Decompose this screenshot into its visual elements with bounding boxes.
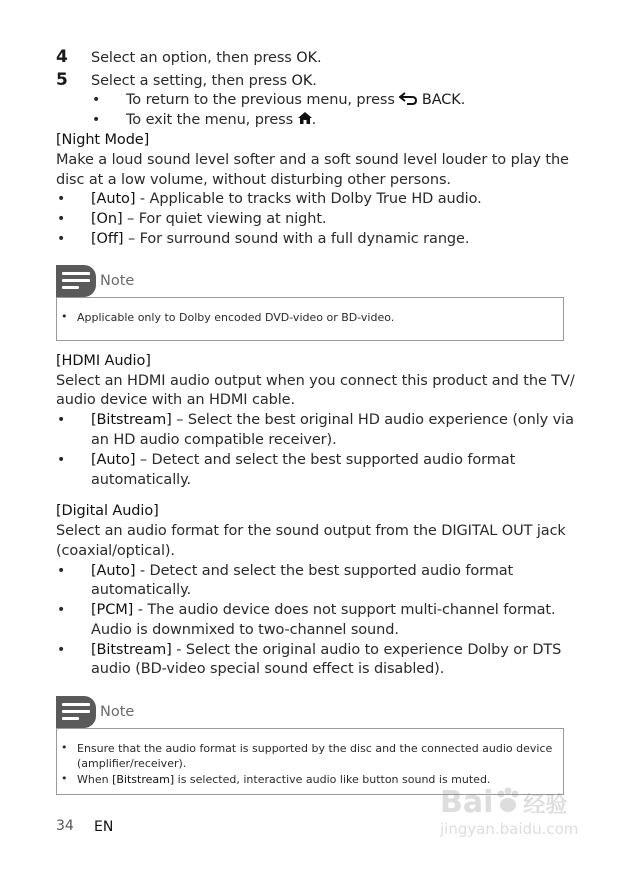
note-title: Note (100, 273, 135, 289)
step-text-a: Select a setting, then press (91, 73, 292, 89)
option-label: [Auto] (91, 563, 136, 579)
step-text (91, 71, 317, 91)
watermark-brand (440, 785, 600, 820)
bullet-dot: • (57, 231, 66, 247)
option-text: - Select the original audio to experience Dolby or DTS (171, 642, 562, 658)
bullet-dot: • (61, 772, 68, 785)
hdmi-option (91, 410, 574, 430)
home-icon (298, 112, 312, 125)
hdmi-option-cont: an HD audio compatible receiver). (91, 432, 337, 448)
hdmi-option-cont: automatically. (91, 472, 191, 488)
step-number: 5 (56, 70, 68, 90)
note-box (56, 297, 564, 341)
bullet-dot: • (57, 452, 66, 468)
hdmi-audio-desc: Select an HDMI audio output when you connect this product and the TV/ (56, 373, 575, 389)
bullet-dot: • (57, 642, 66, 658)
sub-bullet-end: . (460, 92, 466, 108)
digital-option (91, 561, 513, 581)
option-label: [Bitstream] (91, 412, 172, 428)
option-text: – Detect and select the best supported audio format (135, 452, 516, 468)
sub-bullet-back (126, 90, 465, 110)
watermark-url: jingyan.baidu.com (440, 820, 579, 838)
sub-bullet-text: To return to the previous menu, press (126, 92, 400, 108)
page-number: 34 (56, 818, 74, 834)
digital-option-cont: Audio is downmixed to two-channel sound. (91, 622, 399, 638)
digital-option (91, 600, 556, 620)
sub-bullet-text: To exit the menu, press (126, 112, 298, 128)
night-mode-desc: disc at a low volume, without disturbing other persons. (56, 172, 451, 188)
option-label: [Auto] (91, 452, 136, 468)
option-text: – For quiet viewing at night. (122, 211, 327, 227)
sub-bullet-end: . (311, 112, 317, 128)
watermark-brand-text: Bai (440, 785, 494, 820)
night-mode-option (91, 229, 469, 249)
digital-audio-desc: (coaxial/optical). (56, 543, 175, 559)
option-text: – For surround sound with a full dynamic range. (123, 231, 470, 247)
note-title: Note (100, 704, 135, 720)
note-item (77, 772, 490, 787)
night-mode-heading: [Night Mode] (56, 132, 150, 148)
hdmi-audio-heading: [HDMI Audio] (56, 353, 151, 369)
note-icon (56, 696, 96, 728)
option-label: [PCM] (91, 602, 134, 618)
bullet-dot: • (61, 741, 68, 754)
option-label: [Off] (91, 231, 124, 247)
option-label: [On] (91, 211, 123, 227)
bullet-dot: • (57, 563, 66, 579)
hdmi-option (91, 450, 515, 470)
language-code: EN (94, 819, 114, 835)
option-text: - The audio device does not support multi-channel format. (133, 602, 556, 618)
bullet-dot: • (57, 191, 66, 207)
sub-bullet-home (126, 110, 316, 130)
option-text: – Select the best original HD audio experience (only via (171, 412, 574, 428)
option-label: [Auto] (91, 191, 136, 207)
option-label: [Bitstream] (91, 642, 172, 658)
note-block (56, 265, 564, 341)
night-mode-desc: Make a loud sound level softer and a soft sound level louder to play the (56, 152, 569, 168)
digital-option (91, 640, 561, 660)
key-ok: OK (296, 50, 318, 66)
key-ok: OK (291, 73, 313, 89)
baidu-watermark (440, 785, 600, 855)
note-block (56, 696, 564, 796)
step-text-b: . (312, 73, 317, 89)
bullet-dot: • (92, 92, 101, 108)
option-text: - Applicable to tracks with Dolby True HD audio. (135, 191, 482, 207)
digital-audio-heading: [Digital Audio] (56, 503, 159, 519)
note-label: [Bitstream] (112, 773, 175, 786)
note-text: When (77, 773, 113, 786)
digital-option-cont: audio (BD-video special sound effect is disabled). (91, 661, 445, 677)
note-item-cont: (amplifier/receiver). (77, 757, 187, 770)
digital-option-cont: automatically. (91, 582, 191, 598)
note-icon (56, 265, 96, 297)
back-icon (399, 92, 417, 105)
bullet-dot: • (57, 602, 66, 618)
hdmi-audio-desc: audio device with an HDMI cable. (56, 392, 295, 408)
note-item: Ensure that the audio format is supported by the disc and the connected audio device (77, 742, 553, 755)
key-back: BACK (421, 92, 461, 108)
step-text-a: Select an option, then press (91, 50, 297, 66)
step-text-b: . (317, 50, 322, 66)
night-mode-option (91, 209, 326, 229)
night-mode-option (91, 189, 482, 209)
bullet-dot: • (92, 112, 101, 128)
note-item: Applicable only to Dolby encoded DVD-video or BD-video. (77, 311, 395, 324)
option-text: - Detect and select the best supported audio format (135, 563, 514, 579)
watermark-brand2-text: 经验 (523, 793, 568, 818)
bullet-dot: • (57, 211, 66, 227)
bullet-dot: • (61, 310, 68, 323)
digital-audio-desc: Select an audio format for the sound output from the DIGITAL OUT jack (56, 523, 566, 539)
note-text: is selected, interactive audio like button sound is muted. (174, 773, 491, 786)
step-number: 4 (56, 47, 68, 67)
bullet-dot: • (57, 412, 66, 428)
paw-icon (493, 786, 523, 816)
step-text (91, 48, 322, 68)
